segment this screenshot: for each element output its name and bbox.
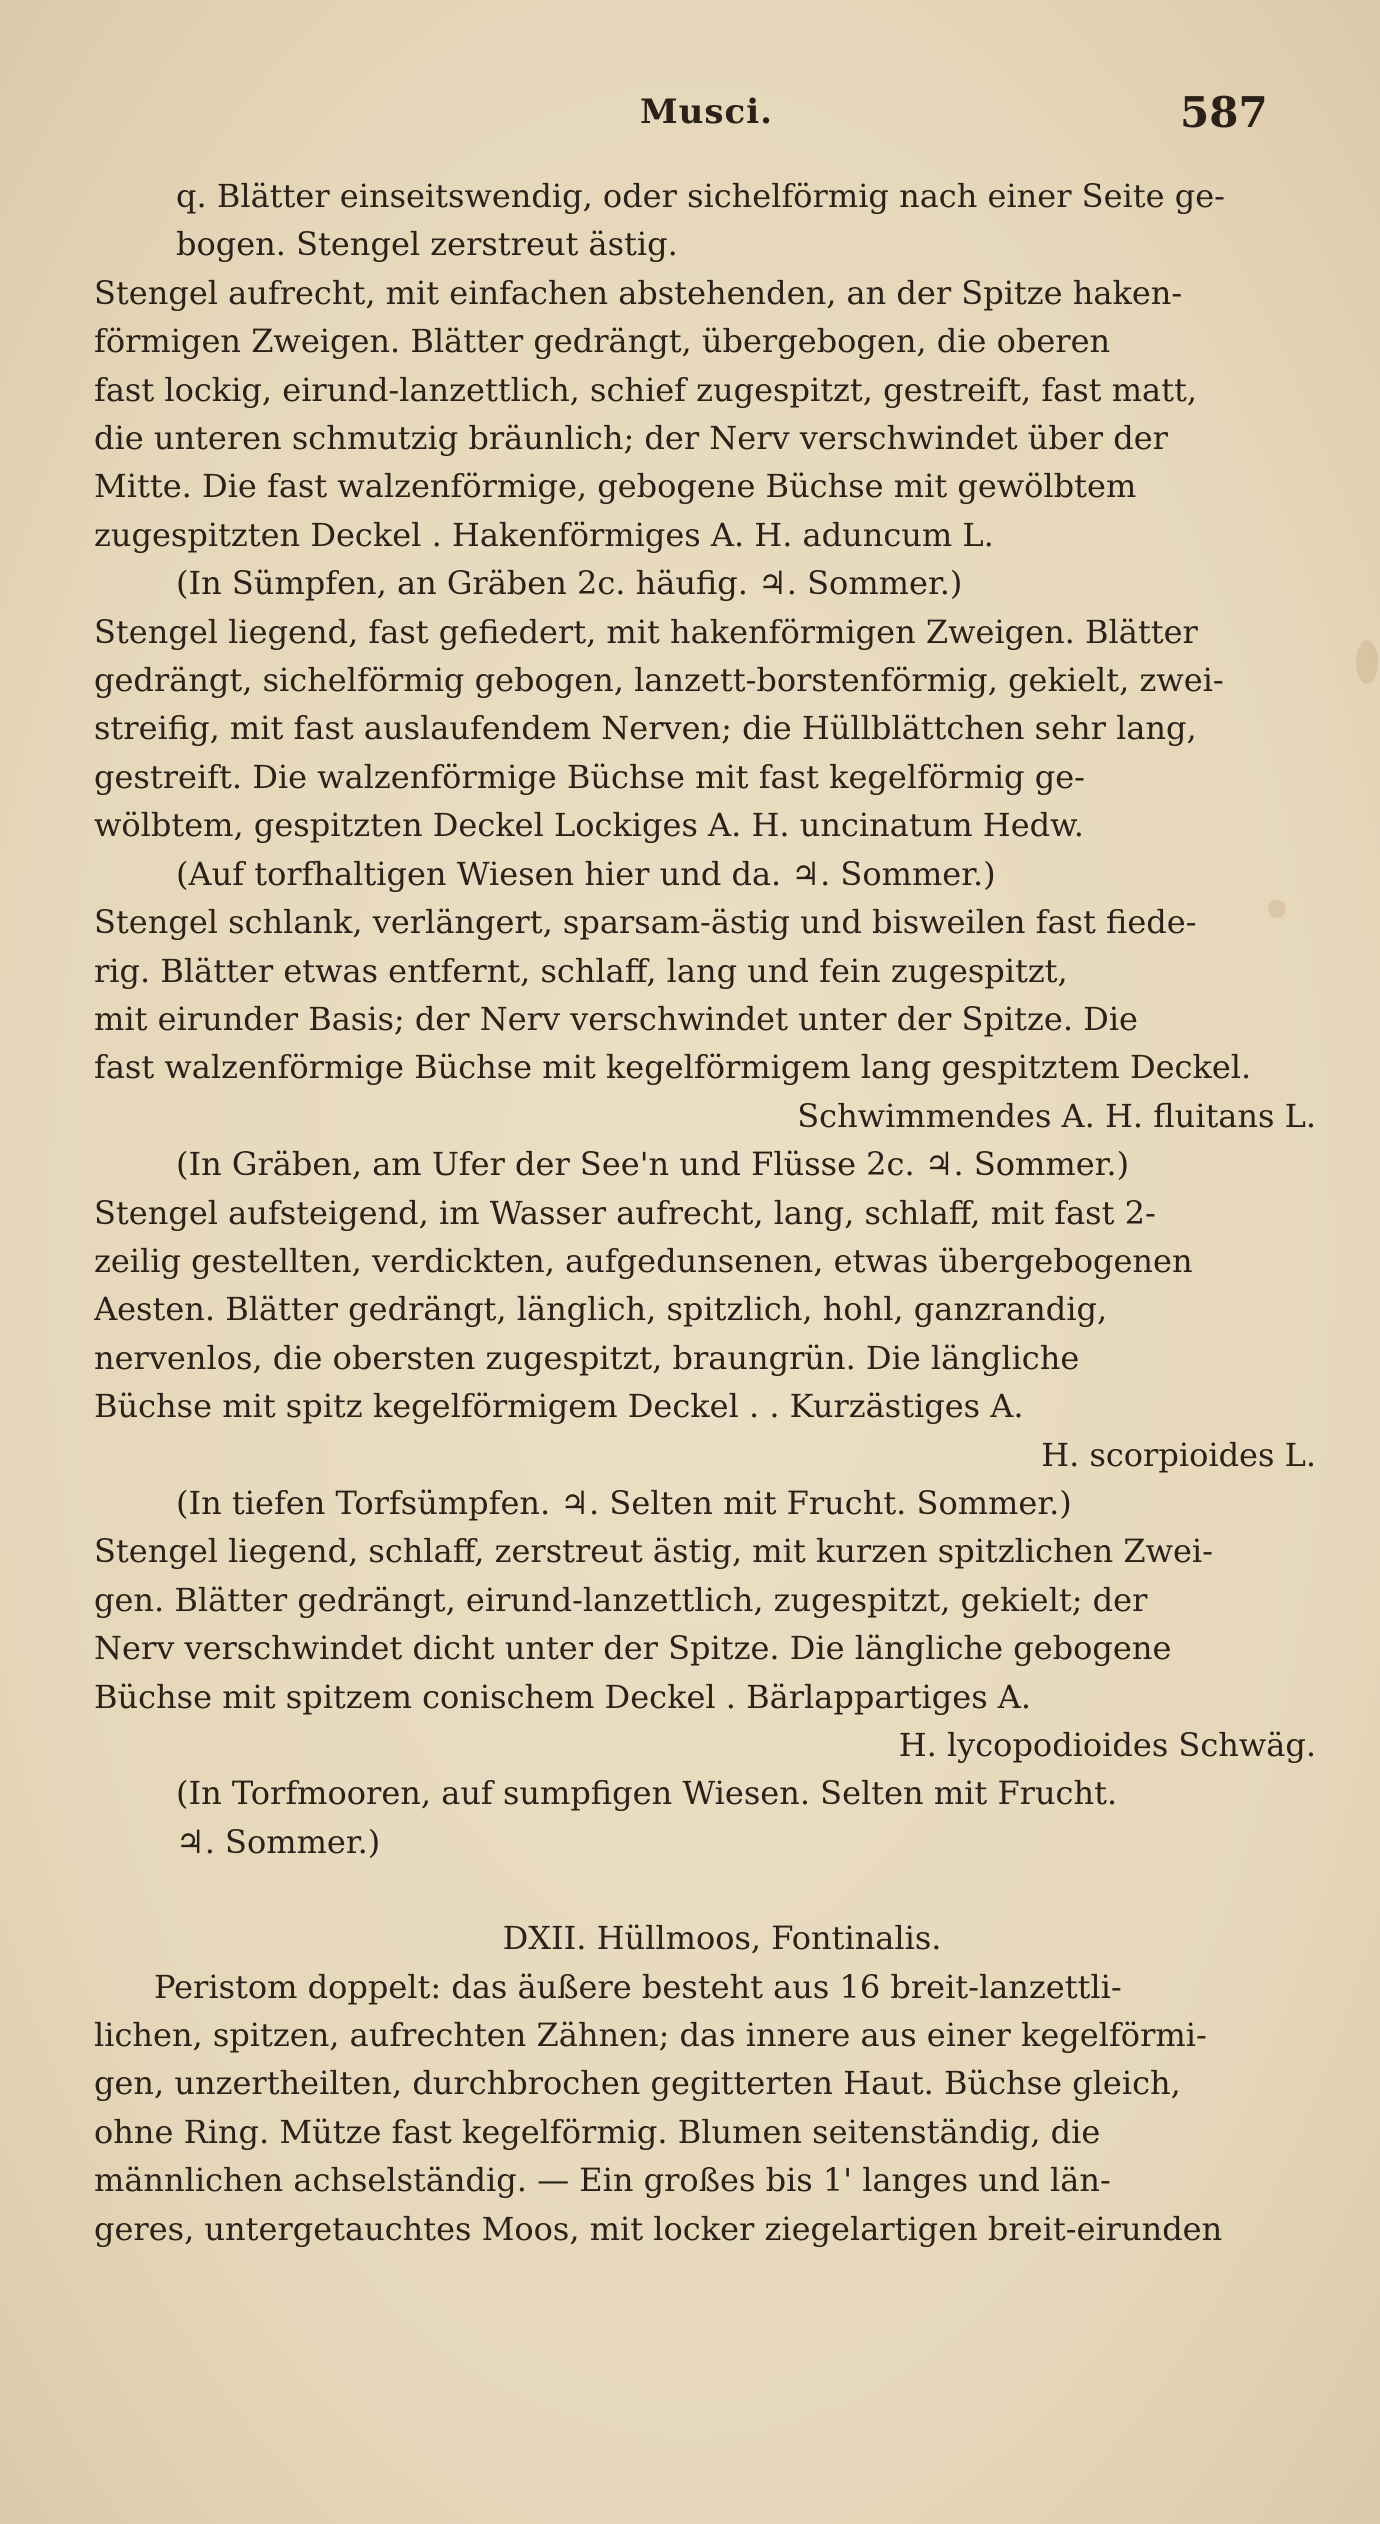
text-line: (Auf torfhaltigen Wiesen hier und da. ♃. Sommer.)	[176, 854, 996, 893]
text-line: (In tiefen Torfsümpfen. ♃. Selten mit Frucht. Sommer.)	[176, 1483, 1072, 1522]
text-line: mit eirunder Basis; der Nerv verschwindet unter der Spitze. Die	[94, 999, 1138, 1038]
text-line: ohne Ring. Mütze fast kegelförmig. Blumen seitenständig, die	[94, 2112, 1101, 2151]
text-line: gedrängt, sichelförmig gebogen, lanzett-borstenförmig, gekielt, zwei-	[94, 661, 1224, 700]
text-line: zeilig gestellten, verdickten, aufgedunsenen, etwas übergebogenen	[94, 1241, 1193, 1280]
text-line: geres, untergetauchtes Moos, mit locker ziegelartigen breit-eirunden	[94, 2209, 1223, 2248]
text-line: rig. Blätter etwas entfernt, schlaff, lang und fein zugespitzt,	[94, 951, 1068, 990]
text-line: (In Torfmooren, auf sumpfigen Wiesen. Selten mit Frucht.	[176, 1774, 1118, 1813]
body-text	[94, 172, 1330, 2253]
text-line: Büchse mit spitzem conischem Deckel . Bärlappartiges A.	[94, 1677, 1032, 1716]
text-line: gen, unzertheilten, durchbrochen gegitterten Haut. Büchse gleich,	[94, 2064, 1181, 2103]
text-line: bogen. Stengel zerstreut ästig.	[176, 225, 678, 264]
page-header	[0, 88, 1380, 152]
text-line: nervenlos, die obersten zugespitzt, braungrün. Die längliche	[94, 1338, 1080, 1377]
text-line: Stengel liegend, fast gefiedert, mit hakenförmigen Zweigen. Blätter	[94, 612, 1198, 651]
text-line: fast walzenförmige Büchse mit kegelförmigem lang gespitztem Deckel.	[94, 1048, 1252, 1087]
text-line: Mitte. Die fast walzenförmige, gebogene Büchse mit gewölbtem	[94, 467, 1137, 506]
text-line: wölbtem, gespitzten Deckel Lockiges A. H. uncinatum Hedw.	[94, 806, 1084, 845]
text-line: streifig, mit fast auslaufendem Nerven; die Hüllblättchen sehr lang,	[94, 709, 1197, 748]
text-line: DXII. Hüllmoos, Fontinalis.	[502, 1919, 942, 1958]
page-number: 587	[1180, 88, 1268, 137]
text-line: Stengel liegend, schlaff, zerstreut ästig, mit kurzen spitzlichen Zwei-	[94, 1532, 1213, 1571]
text-line: H. lycopodioides Schwäg.	[898, 1726, 1316, 1764]
text-line: (In Gräben, am Ufer der See'n und Flüsse 2c. ♃. Sommer.)	[176, 1145, 1130, 1184]
text-line	[94, 1866, 1330, 1914]
text-line: fast lockig, eirund-lanzettlich, schief zugespitzt, gestreift, fast matt,	[94, 370, 1198, 409]
text-line: q. Blätter einseitswendig, oder sichelförmig nach einer Seite ge-	[176, 177, 1225, 215]
text-line: zugespitzten Deckel . Hakenförmiges A. H. aduncum L.	[94, 515, 994, 554]
paper-stain	[1356, 640, 1378, 684]
text-line: Nerv verschwindet dicht unter der Spitze. Die längliche gebogene	[94, 1629, 1172, 1668]
text-line: ♃. Sommer.)	[176, 1822, 381, 1861]
text-line: die unteren schmutzig bräunlich; der Nerv verschwindet über der	[94, 419, 1168, 458]
text-line: (In Sümpfen, an Gräben 2c. häufig. ♃. Sommer.)	[176, 564, 963, 603]
text-line: Büchse mit spitz kegelförmigem Deckel . . Kurzästiges A.	[94, 1387, 1024, 1426]
text-line: Schwimmendes A. H. fluitans L.	[797, 1096, 1316, 1135]
text-line: Stengel aufrecht, mit einfachen abstehenden, an der Spitze haken-	[94, 273, 1183, 312]
text-line: lichen, spitzen, aufrechten Zähnen; das innere aus einer kegelförmi-	[94, 2016, 1207, 2055]
running-head: Musci.	[640, 92, 773, 132]
text-line: Stengel aufsteigend, im Wasser aufrecht, lang, schlaff, mit fast 2-	[94, 1193, 1156, 1232]
text-line: gen. Blätter gedrängt, eirund-lanzettlich, zugespitzt, gekielt; der	[94, 1580, 1148, 1619]
text-line: Peristom doppelt: das äußere besteht aus 16 breit-lanzettli-	[154, 1967, 1122, 2006]
text-line: gestreift. Die walzenförmige Büchse mit fast kegelförmig ge-	[94, 757, 1085, 796]
text-line: förmigen Zweigen. Blätter gedrängt, übergebogen, die oberen	[94, 322, 1111, 361]
text-line: H. scorpioides L.	[1041, 1435, 1316, 1474]
text-line: Aesten. Blätter gedrängt, länglich, spitzlich, hohl, ganzrandig,	[94, 1290, 1108, 1329]
text-line: männlichen achselständig. — Ein großes bis 1' langes und län-	[94, 2161, 1111, 2200]
text-line: Stengel schlank, verlängert, sparsam-ästig und bisweilen fast fiede-	[94, 903, 1197, 942]
